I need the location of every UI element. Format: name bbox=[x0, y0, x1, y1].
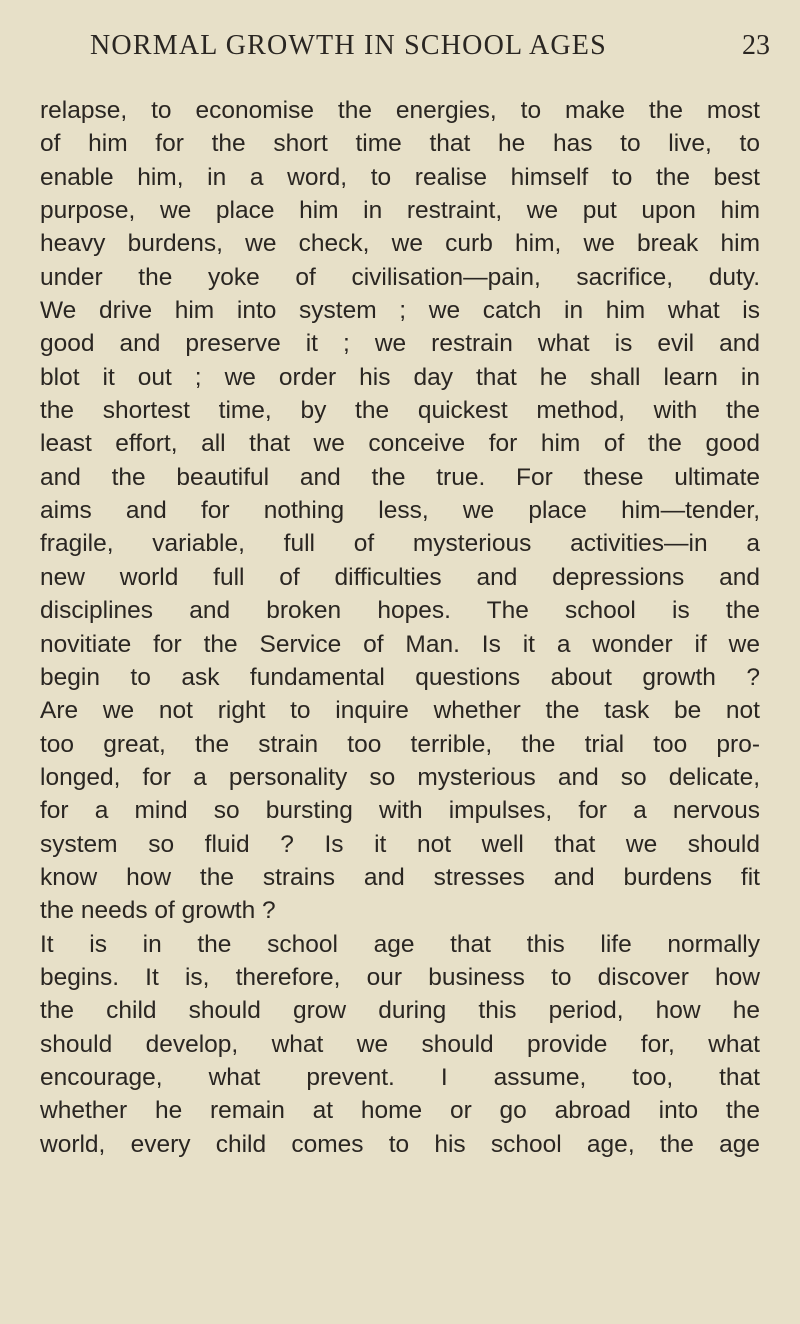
text-line: good and preserve it ; we restrain what is evil and bbox=[40, 330, 760, 358]
text-line: blot it out ; we order his day that he shall learn in bbox=[40, 363, 760, 391]
running-head bbox=[90, 30, 770, 70]
text-line: system so fluid ? Is it not well that we should bbox=[40, 830, 760, 858]
text-line: aims and for nothing less, we place him—tender, bbox=[40, 497, 760, 525]
text-line: begins. It is, therefore, our business to discover how bbox=[40, 963, 760, 991]
text-line: should develop, what we should provide for, what bbox=[40, 1030, 760, 1058]
text-line: enable him, in a word, to realise himself to the best bbox=[40, 163, 760, 191]
text-line: fragile, variable, full of mysterious activities—in a bbox=[40, 530, 760, 558]
text-line: of him for the short time that he has to live, to bbox=[40, 130, 760, 158]
text-line: and the beautiful and the true. For these ultimate bbox=[40, 463, 760, 491]
text-line: purpose, we place him in restraint, we put upon him bbox=[40, 197, 760, 225]
text-line: know how the strains and stresses and burdens fit bbox=[40, 863, 760, 891]
text-line: encourage, what prevent. I assume, too, that bbox=[40, 1063, 760, 1091]
running-title: NORMAL GROWTH IN SCHOOL AGES bbox=[90, 30, 607, 61]
text-line: relapse, to economise the energies, to make the most bbox=[40, 97, 760, 124]
text-line: for a mind so bursting with impulses, for a nervous bbox=[40, 797, 760, 825]
text-line: It is in the school age that this life normally bbox=[40, 930, 760, 958]
text-line: too great, the strain too terrible, the trial too pro- bbox=[40, 730, 760, 758]
text-line: least effort, all that we conceive for him of the good bbox=[40, 430, 760, 458]
text-line: the child should grow during this period, how he bbox=[40, 997, 760, 1025]
text-line: the needs of growth ? bbox=[40, 897, 276, 925]
text-line: world, every child comes to his school age, the age bbox=[40, 1130, 760, 1158]
text-line: whether he remain at home or go abroad into the bbox=[40, 1097, 760, 1125]
text-line: heavy burdens, we check, we curb him, we break him bbox=[40, 230, 760, 258]
text-line: We drive him into system ; we catch in him what is bbox=[40, 297, 760, 325]
text-line: Are we not right to inquire whether the task be not bbox=[40, 697, 760, 725]
text-line: new world full of difficulties and depressions and bbox=[40, 563, 760, 591]
text-line: the shortest time, by the quickest method, with the bbox=[40, 397, 760, 425]
text-line: longed, for a personality so mysterious and so delicate, bbox=[40, 763, 760, 791]
text-line: novitiate for the Service of Man. Is it a wonder if we bbox=[40, 630, 760, 658]
text-line: begin to ask fundamental questions about growth ? bbox=[40, 663, 760, 691]
text-line: under the yoke of civilisation—pain, sacrifice, duty. bbox=[40, 263, 760, 291]
page-number: 23 bbox=[742, 30, 770, 61]
body-text bbox=[40, 94, 760, 1161]
text-line: disciplines and broken hopes. The school is the bbox=[40, 597, 760, 625]
